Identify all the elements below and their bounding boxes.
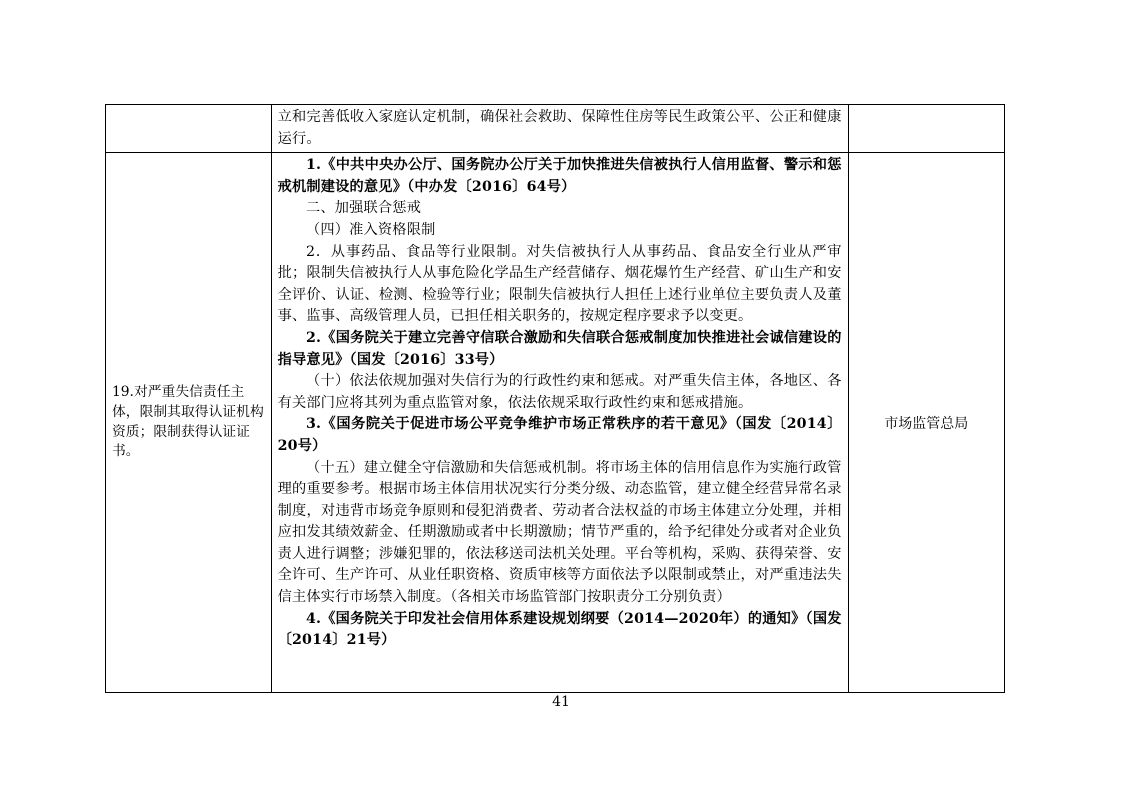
measure-cell [106, 153, 272, 693]
doc3-paragraph: （十五）建立健全守信激励和失信惩戒机制。将市场主体的信用信息作为实施行政管理的重要参考。根据市场主体信用状况实行分类分级、动态监管，建立健全经营异常名录制度，对违背市场竞争原则和侵犯消费者、劳动者合法权益的市场主体建立分处理，并相应扣发其绩效薪金、任期激励或者中长期激励；情节严重的，给予纪律处分或者对企业负责人进行调整；涉嫌犯罪的，依法移送司法机关处理。平台等机构，采购、获得荣誉、安全许可、生产许可、从业任职资格、资质审核等方面依法予以限制或禁止，对严重违法失信主体实行市场禁入制度。（各相关市场监管部门按职责分工分别负责） [277, 459, 842, 606]
doc1-paragraph: 2．从事药品、食品等行业限制。对失信被执行人从事药品、食品安全行业从严审批；限制失信被执行人从事危险化学品生产经营储存、烟花爆竹生产经营、矿山生产和安全评价、认证、检测、检验等行业；限制失信被执行人担任上述行业单位主要负责人及董事、监事、高级管理人员，已担任相关职务的，按规定程序要求予以变更。 [277, 243, 842, 325]
page-number: 41 [552, 694, 570, 710]
measure-cell-empty [106, 105, 272, 153]
table-row [106, 105, 1005, 153]
basis-cell [271, 153, 848, 693]
doc2-paragraph: （十）依法依规加强对失信行为的行政性约束和惩戒。对严重失信主体，各地区、各有关部门应将其列为重点监管对象，依法依规采取行政性约束和惩戒措施。 [277, 373, 842, 411]
table-row [106, 153, 1005, 693]
doc1-section: 二、加强联合惩戒 [305, 200, 422, 217]
measure-text: 19.对严重失信责任主体，限制其取得认证机构资质；限制获得认证证书。 [112, 384, 264, 460]
measures-table [105, 104, 1005, 693]
doc3-title: 3.《国务院关于促进市场公平竞争维护市场正常秩序的若干意见》（国发〔2014〕20号） [277, 416, 842, 454]
doc2-title: 2.《国务院关于建立完善守信联合激励和失信联合惩戒制度加快推进社会诚信建设的指导意见》（国发〔2016〕33号） [277, 329, 842, 368]
doc4-title: 4.《国务院关于印发社会信用体系建设规划纲要（2014—2020年）的通知》（国发〔2014〕21号） [277, 610, 842, 649]
continuation-text: 立和完善低收入家庭认定机制，确保社会救助、保障性住房等民生政策公平、公正和健康运行。 [277, 109, 842, 147]
agency-cell-empty [848, 105, 1004, 153]
doc1-title: 1.《中共中央办公厅、国务院办公厅关于加快推进失信被执行人信用监督、警示和惩戒机制建设的意见》（中办发〔2016〕64号） [277, 157, 842, 195]
basis-cell-continuation [271, 105, 848, 153]
doc1-subsection: （四）准入资格限制 [305, 221, 436, 238]
agency-text: 市场监管总局 [884, 415, 969, 432]
agency-cell [848, 153, 1004, 693]
